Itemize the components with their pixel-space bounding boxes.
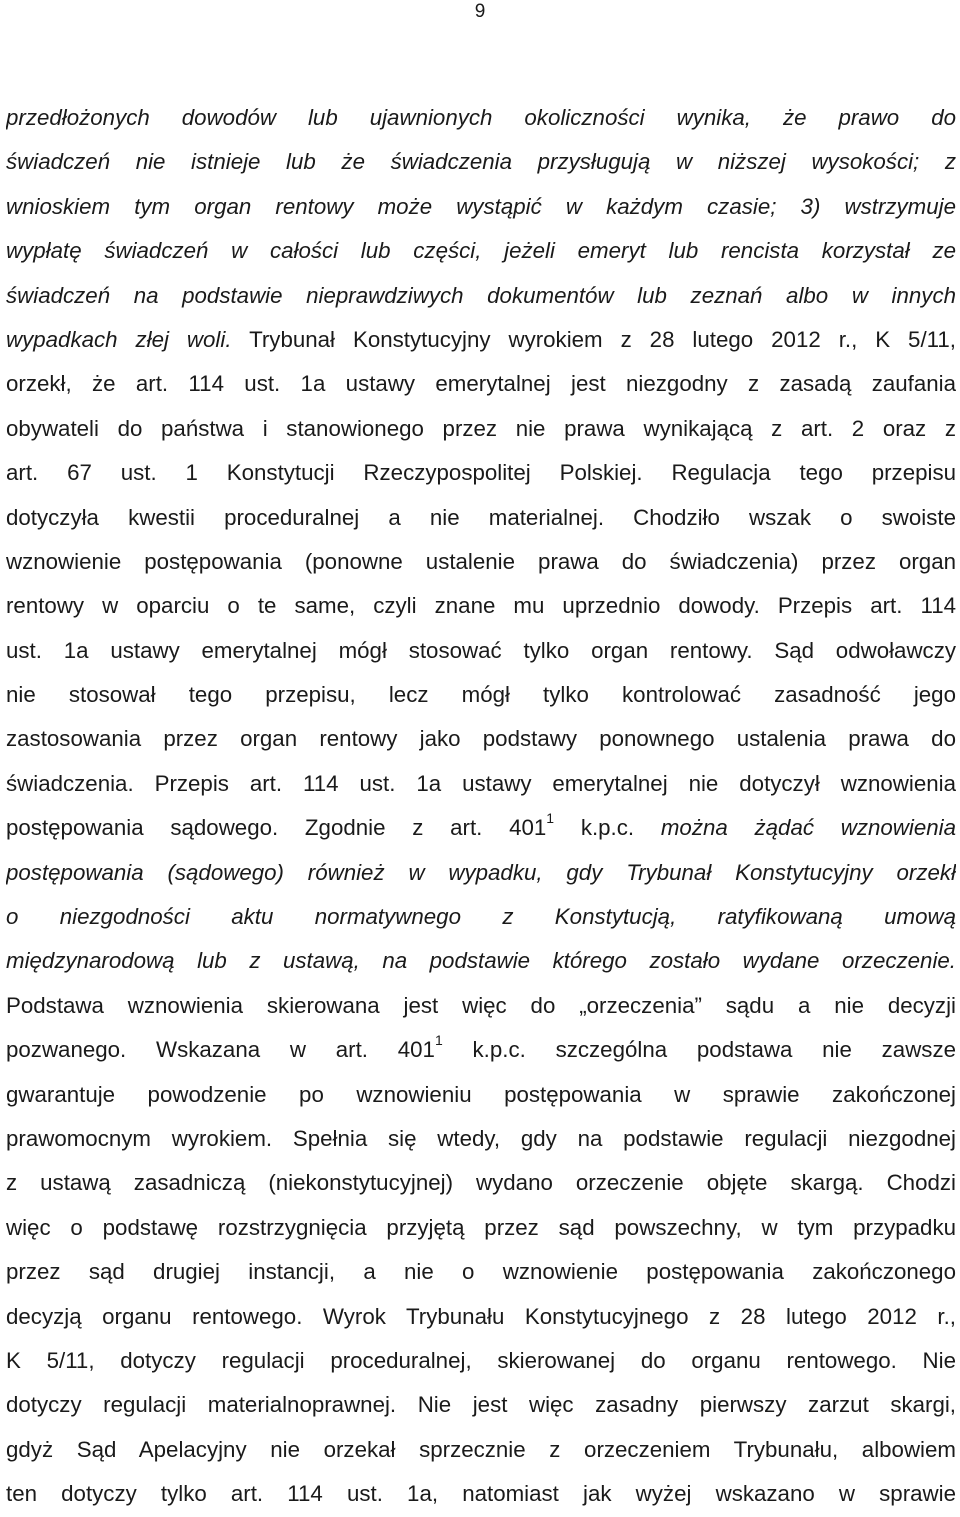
text-run: postępowania (sądowego) również w wypadku, gdy Trybunał Konstytucyjny orzekł: [6, 859, 956, 885]
superscript: 1: [434, 1031, 443, 1048]
text-line: [6, 274, 956, 318]
text-line: [6, 1073, 956, 1117]
text-line: [6, 673, 956, 717]
text-line: [6, 717, 956, 761]
text-line: [6, 1028, 956, 1072]
text-line: [6, 229, 956, 273]
text-run: dotyczy regulacji materialnoprawnej. Nie jest więc zasadny pierwszy zarzut skargi,: [6, 1392, 956, 1418]
document-body: [6, 96, 956, 1517]
text-line: [6, 362, 956, 406]
text-run: przedłożonych dowodów lub ujawnionych okoliczności wynika, że prawo do: [6, 105, 956, 130]
text-line: [6, 851, 956, 895]
text-line: [6, 939, 956, 983]
text-run: obywateli do państwa i stanowionego przez nie prawa wynikającą z art. 2 oraz z: [6, 415, 956, 441]
text-line: [6, 1117, 956, 1161]
text-run: zastosowania przez organ rentowy jako podstawy ponownego ustalenia prawa do: [6, 726, 956, 752]
text-run: więc o podstawę rozstrzygnięcia przyjętą przez sąd powszechny, w tym przypadku: [6, 1214, 956, 1240]
text-run: rentowy w oparciu o te same, czyli znane mu uprzednio dowody. Przepis art. 114: [6, 593, 956, 619]
text-run: decyzją organu rentowego. Wyrok Trybunału Konstytucyjnego z 28 lutego 2012 r.,: [6, 1303, 956, 1329]
text-run: wznowienie postępowania (ponowne ustalenie prawa do świadczenia) przez organ: [6, 548, 956, 574]
text-line: [6, 451, 956, 495]
text-run: k.p.c. szczególna podstawa nie zawsze: [442, 1037, 956, 1063]
text-line: [6, 1206, 956, 1250]
text-run: Trybunał Konstytucyjny wyrokiem z 28 lutego 2012 r., K 5/11,: [231, 326, 956, 352]
text-run: nie stosował tego przepisu, lecz mógł tylko kontrolować zasadność jego: [6, 682, 956, 708]
text-run: Podstawa wznowienia skierowana jest więc do „orzeczenia” sądu a nie decyzji: [6, 992, 956, 1018]
text-run: dotyczyła kwestii proceduralnej a nie materialnej. Chodziło wszak o swoiste: [6, 504, 956, 530]
superscript: 1: [546, 809, 555, 826]
text-run: ust. 1a ustawy emerytalnej mógł stosować tylko organ rentowy. Sąd odwoławczy: [6, 637, 956, 663]
text-line: [6, 762, 956, 806]
text-run: art. 67 ust. 1 Konstytucji Rzeczypospolitej Polskiej. Regulacja tego przepisu: [6, 460, 956, 486]
text-line: [6, 407, 956, 451]
text-run: świadczenia. Przepis art. 114 ust. 1a ustawy emerytalnej nie dotyczył wznowienia: [6, 770, 956, 796]
text-run: międzynarodową lub z ustawą, na podstawie którego zostało wydane orzeczenie.: [6, 948, 956, 974]
text-run: ten dotyczy tylko art. 114 ust. 1a, natomiast jak wyżej wskazano w sprawie: [6, 1481, 956, 1507]
text-run: przez sąd drugiej instancji, a nie o wznowienie postępowania zakończonego: [6, 1259, 956, 1285]
text-run: k.p.c.: [554, 815, 661, 841]
text-line: [6, 540, 956, 584]
text-line: [6, 806, 956, 850]
text-line: [6, 185, 956, 229]
text-run: świadczeń nie istnieje lub że świadczenia przysługują w niższej wysokości; z: [6, 149, 956, 175]
text-run: z ustawą zasadniczą (niekonstytucyjnej) wydano orzeczenie objęte skargą. Chodzi: [6, 1170, 956, 1196]
text-run: wypadkach złej woli.: [6, 326, 232, 352]
text-run: orzekł, że art. 114 ust. 1a ustawy emerytalnej jest niezgodny z zasadą zaufania: [6, 371, 956, 397]
text-line: [6, 584, 956, 628]
text-run: K 5/11, dotyczy regulacji proceduralnej, skierowanej do organu rentowego. Nie: [6, 1347, 956, 1373]
text-line: [6, 1339, 956, 1383]
text-line: [6, 496, 956, 540]
text-run: wypłatę świadczeń w całości lub części, jeżeli emeryt lub rencista korzystał ze: [6, 238, 956, 264]
text-line: [6, 1383, 956, 1427]
text-run: gwarantuje powodzenie po wznowieniu postępowania w sprawie zakończonej: [6, 1081, 956, 1107]
text-run: wnioskiem tym organ rentowy może wystąpić w każdym czasie; 3) wstrzymuje: [6, 193, 956, 219]
text-line: [6, 984, 956, 1028]
text-line: [6, 318, 956, 362]
text-run: gdyż Sąd Apelacyjny nie orzekał sprzecznie z orzeczeniem Trybunału, albowiem: [6, 1436, 956, 1462]
text-run: prawomocnym wyrokiem. Spełnia się wtedy, gdy na podstawie regulacji niezgodnej: [6, 1125, 956, 1151]
text-line: [6, 895, 956, 939]
text-run: świadczeń na podstawie nieprawdziwych dokumentów lub zeznań albo w innych: [6, 282, 956, 308]
text-line: [6, 629, 956, 673]
text-line: [6, 1428, 956, 1472]
text-run: o niezgodności aktu normatywnego z Konstytucją, ratyfikowaną umową: [6, 904, 956, 930]
text-line: [6, 1250, 956, 1294]
page-number: 9: [474, 1, 486, 22]
text-line: [6, 1472, 956, 1516]
text-line: [6, 1161, 956, 1205]
text-line: [6, 96, 956, 140]
text-line: [6, 140, 956, 184]
text-line: [6, 1295, 956, 1339]
text-run: można żądać wznowienia: [660, 815, 956, 841]
text-run: postępowania sądowego. Zgodnie z art. 401: [6, 815, 547, 841]
text-run: pozwanego. Wskazana w art. 401: [6, 1037, 435, 1063]
